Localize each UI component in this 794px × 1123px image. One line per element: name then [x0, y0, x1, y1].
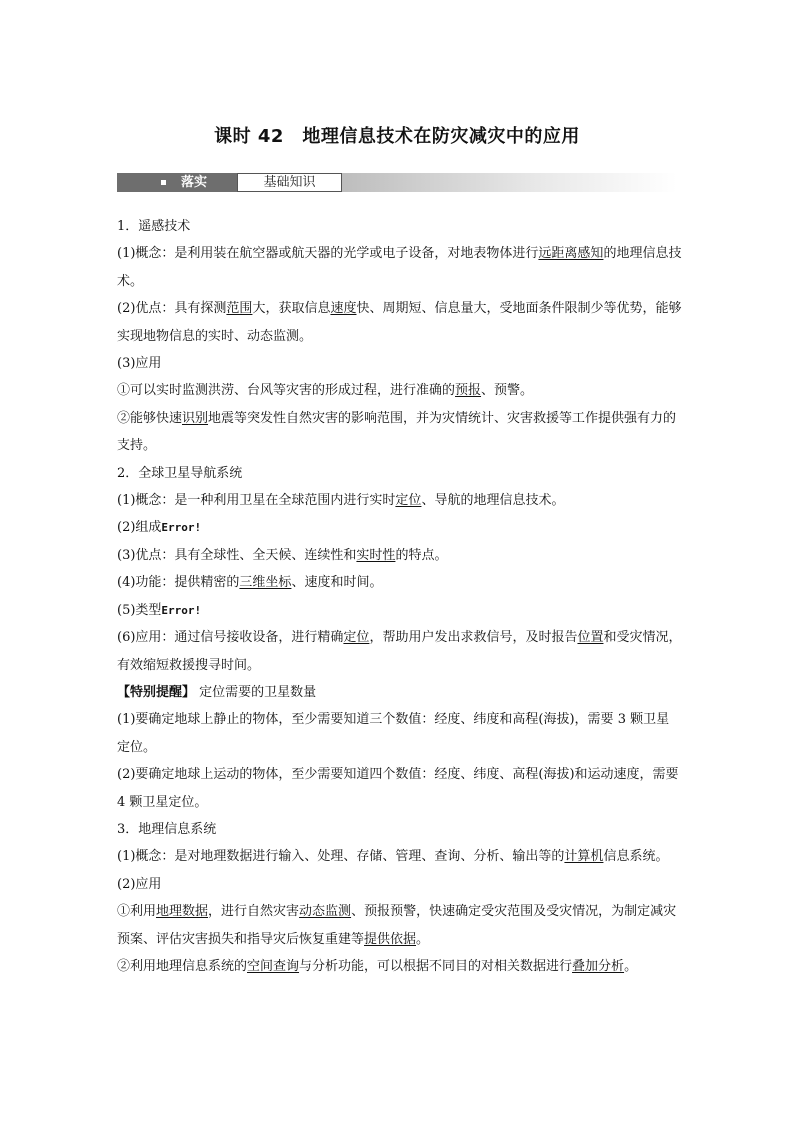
s3-application-1: ①利用地理数据，进行自然灾害动态监测、预报预警，快速确定受灾范围及受灾情况，为制定减灾预案、评估灾害损失和指导灾后恢复重建等提供依据。	[117, 904, 677, 947]
band-section-block	[117, 173, 237, 192]
s3-application-heading: (2)应用	[117, 876, 162, 892]
s2-advantages: (3)优点：具有全球性、全天候、连续性和实时性的特点。	[117, 547, 448, 563]
tip-point-2: (2)要确定地球上运动的物体，至少需要知道四个数值：经度、纬度、高程(海拔)和运动速度，需要 4 颗卫星定位。	[117, 767, 679, 810]
s2-types: (5)类型Error!	[117, 602, 202, 618]
s2-composition: (2)组成Error!	[117, 520, 202, 536]
section-band	[117, 173, 677, 192]
tip-point-1: (1)要确定地球上静止的物体，至少需要知道三个数值：经度、纬度和高程(海拔)，需要 3 颗卫星定位。	[117, 712, 670, 755]
s2-concept: (1)概念：是一种利用卫星在全球范围内进行实时定位、导航的地理信息技术。	[117, 493, 565, 509]
s2-application: (6)应用：通过信号接收设备，进行精确定位，帮助用户发出求救信号，及时报告位置和受灾情况，有效缩短救援搜寻时间。	[117, 630, 682, 673]
section-2-heading: 2．全球卫星导航系统	[117, 465, 243, 481]
s3-application-2: ②利用地理信息系统的空间查询与分析功能，可以根据不同目的对相关数据进行叠加分析。	[117, 958, 638, 974]
band-tab-label: 基础知识	[237, 173, 342, 192]
s1-application-1: ①可以实时监测洪涝、台风等灾害的形成过程，进行准确的预报、预警。	[117, 383, 534, 399]
section-1-heading: 1．遥感技术	[117, 219, 191, 234]
square-bullet-icon	[161, 180, 166, 185]
s1-advantages: (2)优点：具有探测范围大，获取信息速度快、周期短、信息量大，受地面条件限制少等优势，能够实现地物信息的实时、动态监测。	[117, 301, 682, 344]
s3-concept: (1)概念：是对地理数据进行输入、处理、存储、管理、查询、分析、输出等的计算机信息系统。	[117, 849, 669, 865]
document-body	[117, 213, 682, 980]
band-section-label: 落实	[181, 175, 208, 190]
page-title: 课时 42 地理信息技术在防灾减灾中的应用	[214, 126, 580, 147]
s1-concept: (1)概念：是利用装在航空器或航天器的光学或电子设备，对地表物体进行远距离感知的地理信息技术。	[117, 246, 682, 289]
s1-application-heading: (3)应用	[117, 356, 162, 372]
section-3-heading: 3．地理信息系统	[117, 821, 217, 837]
s2-function: (4)功能：提供精密的三维坐标、速度和时间。	[117, 575, 383, 591]
s1-application-2: ②能够快速识别地震等突发性自然灾害的影响范围，并为灾情统计、灾害救援等工作提供强有力的支持。	[117, 410, 677, 454]
tip-heading: 【特别提醒】 定位需要的卫星数量	[117, 684, 317, 700]
